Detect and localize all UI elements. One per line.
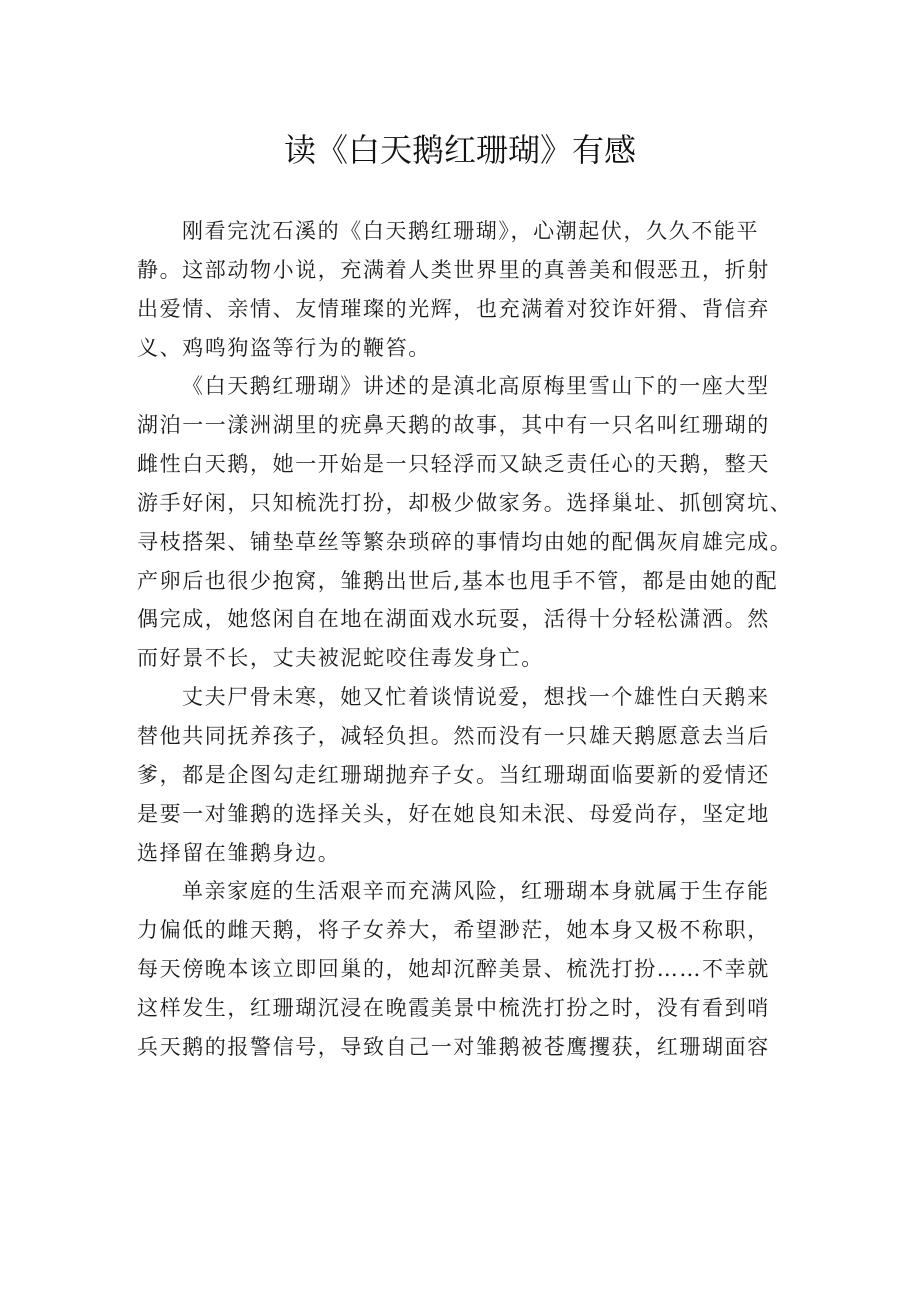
text-line: 雌性白天鹅，她一开始是一只轻浮而又缺乏责任心的天鹅，整天 xyxy=(137,452,770,477)
text-line: 丈夫尸骨未寒，她又忙着谈情说爱，想找一个雄性白天鹅来 xyxy=(182,685,770,710)
text-line: 出爱情、亲情、友情璀璨的光辉，也充满着对狡诈奸猾、背信弃 xyxy=(137,296,770,321)
text-line: 单亲家庭的生活艰辛而充满风险，红珊瑚本身就属于生存能 xyxy=(182,879,770,904)
text-line: 每天傍晚本该立即回巢的，她却沉醉美景、梳洗打扮……不幸就 xyxy=(137,957,770,982)
text-line: 替他共同抚养孩子，减轻负担。然而没有一只雄天鹅愿意去当后 xyxy=(137,723,770,748)
text-line: 游手好闲，只知梳洗打扮，却极少做家务。选择巢址、抓刨窝坑、 xyxy=(137,490,793,515)
text-line: 静。这部动物小说，充满着人类世界里的真善美和假恶丑，折射 xyxy=(137,257,770,282)
text-line: 偶完成，她悠闲自在地在湖面戏水玩耍，活得十分轻松潇洒。然 xyxy=(137,607,770,632)
text-line: 是要一对雏鹅的选择关头，好在她良知未泯、母爱尚存，坚定地 xyxy=(137,801,770,826)
text-line: 这样发生，红珊瑚沉浸在晚霞美景中梳洗打扮之时，没有看到哨 xyxy=(137,995,770,1020)
text-line: 湖泊一一漾洲湖里的疣鼻天鹅的故事，其中有一只名叫红珊瑚的 xyxy=(137,413,770,438)
text-line: 寻枝搭架、铺垫草丝等繁杂琐碎的事情均由她的配偶灰肩雄完成。 xyxy=(137,529,793,554)
text-line: 选择留在雏鹅身边。 xyxy=(137,840,341,865)
document-title: 读《白天鹅红珊瑚》有感 xyxy=(283,131,636,169)
text-line: 兵天鹅的报警信号，导致自己一对雏鹅被苍鹰攫获，红珊瑚面容 xyxy=(137,1034,770,1059)
text-line: 刚看完沈石溪的《白天鹅红珊瑚》，心潮起伏，久久不能平 xyxy=(182,219,760,243)
text-line: 《白天鹅红珊瑚》讲述的是滇北高原梅里雪山下的一座大型 xyxy=(182,374,770,399)
text-line: 义、鸡鸣狗盗等行为的鞭笞。 xyxy=(137,335,431,360)
text-line: 产卵后也很少抱窝，雏鹅出世后,基本也甩手不管，都是由她的配 xyxy=(137,568,779,593)
text-line: 力偏低的雌天鹅，将子女养大，希望渺茫，她本身又极不称职， xyxy=(137,918,770,943)
text-line: 爹，都是企图勾走红珊瑚抛弃子女。当红珊瑚面临要新的爱情还 xyxy=(137,762,770,787)
text-line: 而好景不长，丈夫被泥蛇咬住毒发身亡。 xyxy=(137,646,544,671)
document-body xyxy=(137,212,797,1067)
